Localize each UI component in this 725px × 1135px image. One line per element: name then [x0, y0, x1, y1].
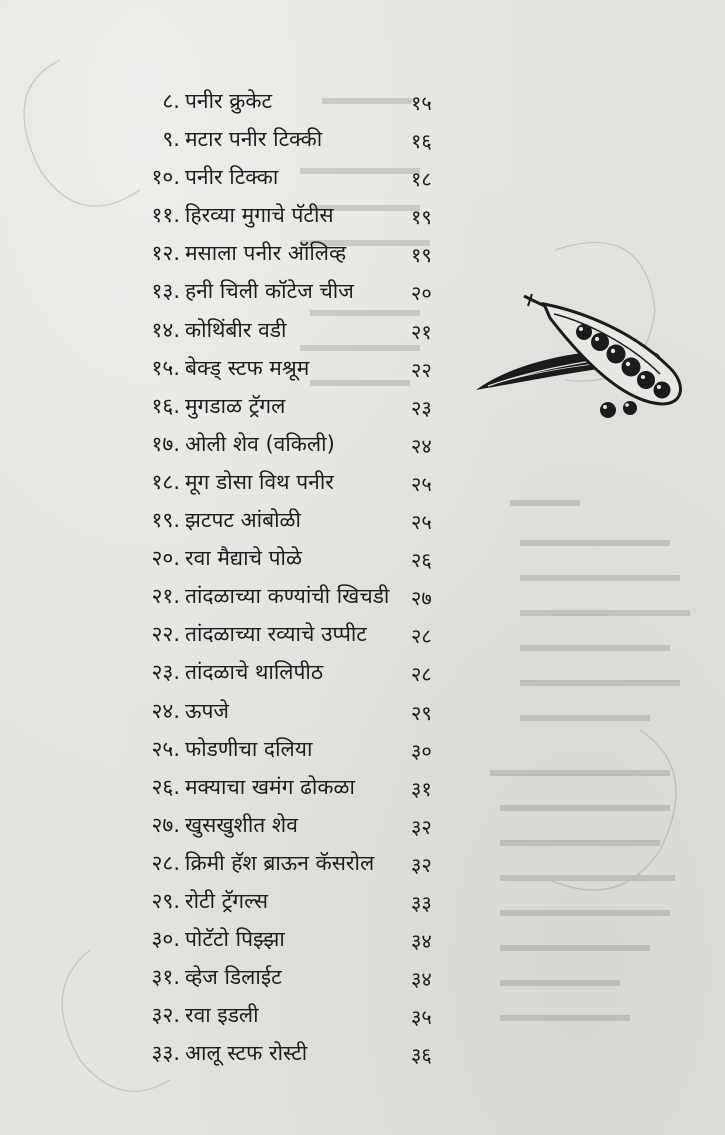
toc-entry [60, 276, 460, 314]
entry-title: तांदळाच्या कण्यांची खिचडी [185, 584, 390, 609]
toc-entry [60, 581, 460, 619]
toc-entry [60, 696, 460, 734]
entry-page-number: ३१ [411, 776, 432, 801]
entry-title: तांदळाच्या रव्याचे उप्पीट [185, 622, 367, 647]
toc-entry [60, 924, 460, 962]
entry-number: २३. [151, 660, 180, 685]
toc-entry [60, 1038, 460, 1076]
entry-page-number: ३६ [411, 1043, 432, 1068]
entry-number: २०. [151, 546, 180, 571]
entry-page-number: ३४ [411, 929, 432, 954]
entry-number: १४. [151, 317, 180, 342]
toc-entry [60, 848, 460, 886]
entry-page-number: २९ [411, 700, 432, 725]
entry-number: ३२. [151, 1003, 180, 1028]
entry-page-number: ३३ [411, 890, 432, 915]
entry-number: १२. [151, 241, 180, 266]
entry-title: रवा इडली [185, 1003, 259, 1028]
toc-entry [60, 86, 460, 124]
entry-page-number: ३५ [411, 1005, 432, 1030]
entry-page-number: १५ [411, 91, 432, 115]
entry-number: १८. [151, 469, 180, 494]
entry-title: मसाला पनीर ऑलिव्ह [185, 241, 347, 266]
entry-number: २४. [151, 698, 180, 723]
entry-title: मूग डोसा विथ पनीर [185, 469, 334, 494]
toc-entry [60, 734, 460, 772]
entry-title: रवा मैद्याचे पोळे [185, 546, 302, 571]
entry-page-number: २१ [411, 319, 432, 344]
toc-entry [60, 124, 460, 162]
entry-title: हिरव्या मुगाचे पॅटीस [185, 203, 334, 228]
entry-title: ओली शेव (वकिली) [185, 431, 335, 456]
entry-number: १९. [151, 508, 180, 533]
entry-number: २२. [151, 622, 180, 647]
entry-number: ९. [162, 127, 180, 152]
entry-title: पोटॅटो पिझ्झा [185, 927, 285, 952]
toc-entry [60, 238, 460, 276]
entry-title: ऊपजे [185, 698, 229, 723]
toc-entry [60, 200, 460, 238]
entry-page-number: २७ [411, 586, 432, 611]
entry-page-number: ३२ [411, 814, 432, 839]
entry-page-number: २६ [411, 548, 432, 573]
entry-page-number: ३२ [411, 852, 432, 877]
entry-page-number: २४ [411, 433, 432, 458]
entry-page-number: २८ [411, 624, 432, 649]
entry-page-number: २२ [411, 357, 432, 382]
table-of-contents [60, 86, 460, 1076]
entry-title: पनीर क्रुकेट [185, 89, 273, 113]
toc-entry [60, 810, 460, 848]
entry-title: आलू स्टफ रोस्टी [185, 1041, 308, 1066]
toc-entry [60, 772, 460, 810]
entry-title: व्हेज डिलाईट [185, 965, 282, 990]
entry-number: २५. [151, 736, 180, 761]
entry-page-number: ३० [411, 738, 432, 763]
entry-number: ८. [162, 89, 180, 113]
entry-page-number: १८ [411, 167, 432, 192]
toc-entry [60, 886, 460, 924]
entry-number: १७. [151, 431, 180, 456]
entry-number: १६. [151, 393, 180, 418]
entry-title: मुगडाळ ट्रॅगल [185, 393, 286, 418]
entry-title: मक्याचा खमंग ढोकळा [185, 774, 355, 799]
entry-number: १०. [151, 165, 180, 190]
toc-entry [60, 543, 460, 581]
toc-entry [60, 429, 460, 467]
entry-page-number: २५ [411, 510, 432, 535]
entry-title: बेक्ड् स्टफ मश्रूम [185, 355, 310, 380]
entry-title: मटार पनीर टिक्की [185, 127, 323, 152]
entry-title: क्रिमी हॅश ब्राऊन कॅसरोल [185, 850, 375, 875]
toc-entry [60, 619, 460, 657]
toc-entry [60, 162, 460, 200]
toc-entry [60, 391, 460, 429]
entry-number: ३३. [151, 1041, 180, 1066]
entry-title: खुसखुशीत शेव [185, 812, 298, 837]
entry-page-number: १९ [411, 243, 432, 268]
entry-page-number: २० [411, 281, 432, 306]
entry-page-number: ३४ [411, 967, 432, 992]
entry-number: २९. [151, 888, 180, 913]
entry-page-number: १६ [411, 129, 432, 154]
entry-number: २१. [151, 584, 180, 609]
entry-number: ११. [151, 203, 180, 228]
entry-number: ३०. [151, 927, 180, 952]
entry-number: २७. [151, 812, 180, 837]
entry-title: हनी चिली कॉटेज चीज [185, 279, 354, 304]
toc-entry [60, 657, 460, 695]
entry-number: ३१. [151, 965, 180, 990]
entry-number: १३. [151, 279, 180, 304]
entry-number: १५. [151, 355, 180, 380]
entry-title: फोडणीचा दलिया [185, 736, 313, 761]
entry-title: तांदळाचे थालिपीठ [185, 660, 324, 685]
pea-pod-icon [474, 292, 688, 424]
entry-title: कोथिंबीर वडी [185, 317, 287, 342]
toc-entry [60, 315, 460, 353]
toc-entry [60, 353, 460, 391]
entry-title: पनीर टिक्का [185, 165, 279, 190]
toc-entry [60, 1000, 460, 1038]
toc-entry [60, 505, 460, 543]
entry-page-number: २८ [411, 662, 432, 687]
toc-entry [60, 467, 460, 505]
entry-number: २६. [151, 774, 180, 799]
entry-title: झटपट आंबोळी [185, 508, 301, 533]
toc-entry [60, 962, 460, 1000]
entry-page-number: २५ [411, 471, 432, 496]
entry-page-number: १९ [411, 205, 432, 230]
entry-page-number: २३ [411, 395, 432, 420]
entry-number: २८. [151, 850, 180, 875]
entry-title: रोटी ट्रॅगल्स [185, 888, 269, 913]
